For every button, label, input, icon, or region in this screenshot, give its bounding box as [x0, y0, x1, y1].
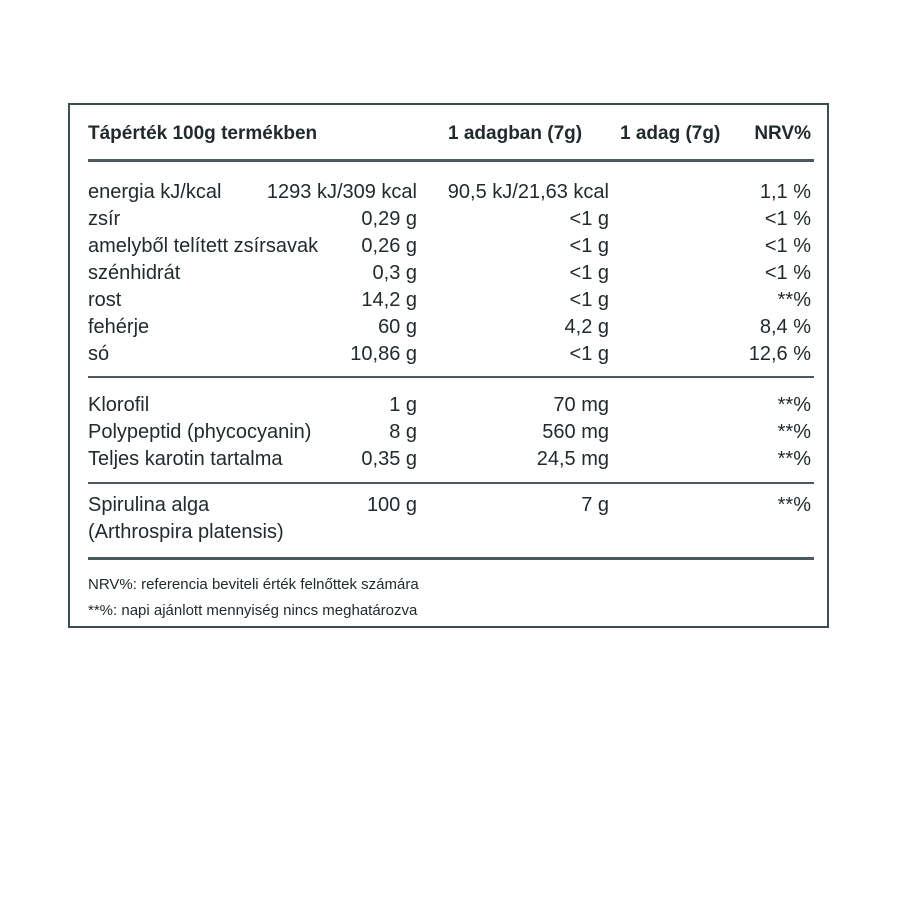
row-per100: 100 g — [366, 494, 417, 516]
row-serving: <1 g — [569, 343, 609, 365]
header-divider — [88, 159, 814, 162]
row-serving: <1 g — [569, 208, 609, 230]
row-serving: <1 g — [569, 289, 609, 311]
row-serving: 7 g — [581, 494, 609, 516]
table-row — [88, 446, 814, 472]
stars-footnote: **%: napi ajánlott mennyiség nincs meghatározva — [88, 602, 418, 619]
row-per100: 0,35 g — [361, 448, 417, 470]
ingredient-subname-row — [88, 519, 814, 545]
row-serving: 90,5 kJ/21,63 kcal — [447, 181, 609, 203]
row-nrv: <1 % — [764, 262, 811, 284]
row-per100: 14,2 g — [361, 289, 417, 311]
ingredient-name: Spirulina alga — [88, 494, 210, 516]
row-nrv: 1,1 % — [759, 181, 811, 203]
table-row — [88, 206, 814, 232]
row-nrv: **% — [777, 421, 811, 443]
row-per100: 0,26 g — [361, 235, 417, 257]
row-name: energia kJ/kcal — [88, 181, 222, 203]
table-row — [88, 179, 814, 205]
row-per100: 60 g — [378, 316, 417, 338]
table-row — [88, 287, 814, 313]
table-row — [88, 314, 814, 340]
table-header — [88, 121, 814, 147]
row-nrv: 8,4 % — [759, 316, 811, 338]
row-name: rost — [88, 289, 122, 311]
row-name: Teljes karotin tartalma — [88, 448, 283, 470]
row-name: fehérje — [88, 316, 150, 338]
row-name: szénhidrát — [88, 262, 181, 284]
row-serving: 560 mg — [542, 421, 609, 443]
row-serving: <1 g — [569, 262, 609, 284]
row-name: zsír — [88, 208, 121, 230]
row-nrv: 12,6 % — [748, 343, 811, 365]
row-serving: 4,2 g — [564, 316, 609, 338]
row-per100: 1293 kJ/309 kcal — [266, 181, 417, 203]
nutrition-table — [68, 103, 829, 628]
ingredient-latin-name: (Arthrospira platensis) — [88, 521, 284, 543]
row-serving: 24,5 mg — [536, 448, 609, 470]
row-name: Klorofil — [88, 394, 150, 416]
row-nrv: **% — [777, 494, 811, 516]
section-divider — [88, 376, 814, 378]
row-per100: 0,29 g — [361, 208, 417, 230]
footer-divider — [88, 557, 814, 560]
row-name: amelyből telített zsírsavak — [88, 235, 319, 257]
header-title: Tápérték 100g termékben — [88, 123, 318, 144]
header-nrv: NRV% — [754, 123, 811, 144]
table-row — [88, 341, 814, 367]
row-per100: 0,3 g — [372, 262, 417, 284]
row-nrv: **% — [777, 289, 811, 311]
section-divider — [88, 482, 814, 484]
row-per100: 1 g — [389, 394, 417, 416]
row-nrv: **% — [777, 448, 811, 470]
row-nrv: **% — [777, 394, 811, 416]
header-serving: 1 adagban (7g) — [448, 123, 583, 144]
row-per100: 10,86 g — [350, 343, 417, 365]
row-name: só — [88, 343, 110, 365]
table-row — [88, 419, 814, 445]
row-serving: 70 mg — [553, 394, 609, 416]
table-row — [88, 392, 814, 418]
table-row — [88, 233, 814, 259]
row-name: Polypeptid (phycocyanin) — [88, 421, 312, 443]
table-row — [88, 492, 814, 518]
row-nrv: <1 % — [764, 235, 811, 257]
nrv-footnote: NRV%: referencia beviteli érték felnőttek számára — [88, 576, 419, 593]
row-serving: <1 g — [569, 235, 609, 257]
table-row — [88, 260, 814, 286]
row-per100: 8 g — [389, 421, 417, 443]
row-nrv: <1 % — [764, 208, 811, 230]
header-serving-alt: 1 adag (7g) — [620, 123, 721, 144]
